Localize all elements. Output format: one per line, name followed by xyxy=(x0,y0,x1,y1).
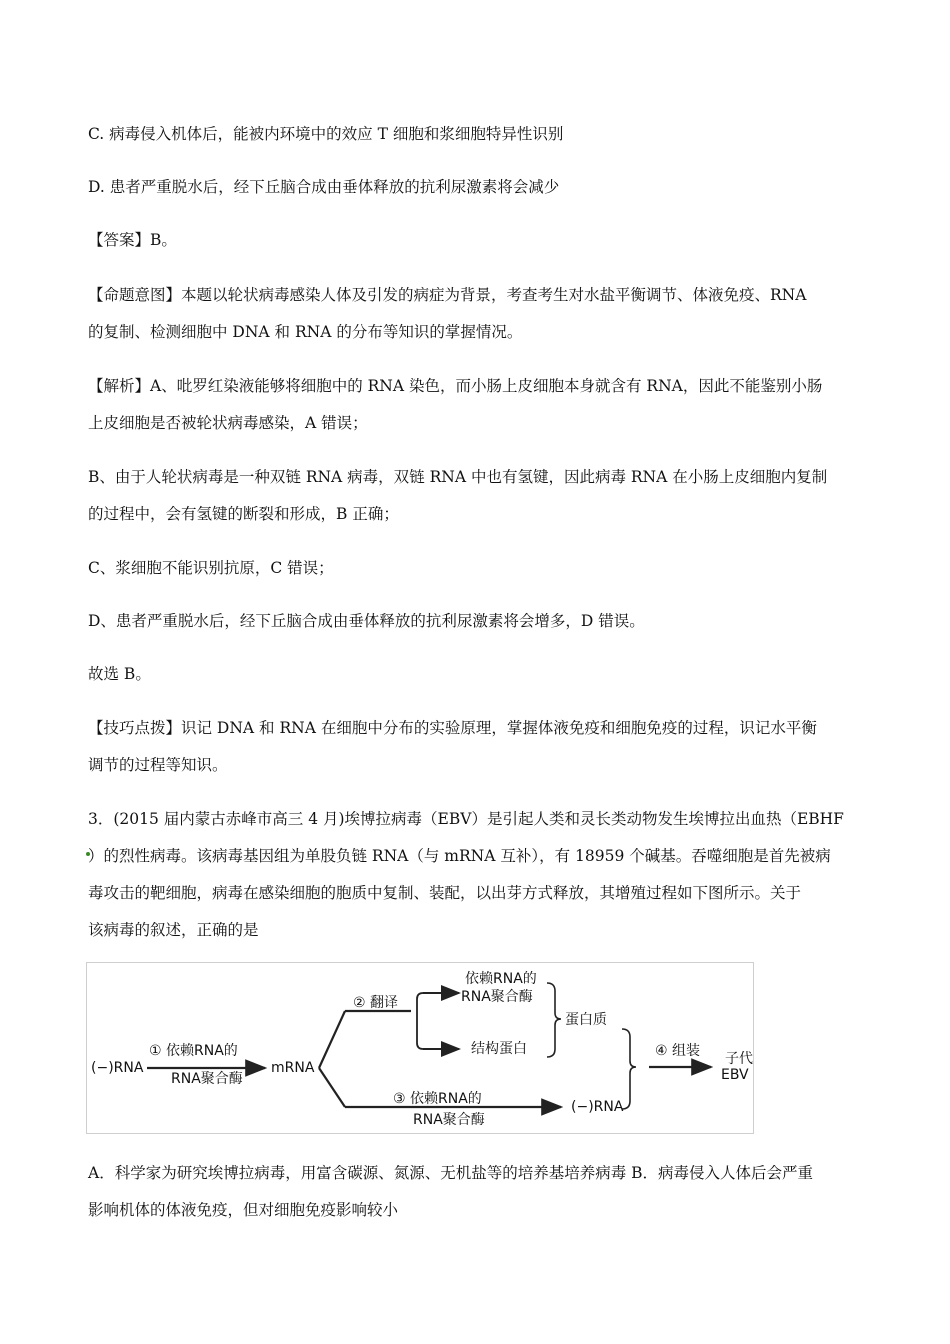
question3-line-2: ）的烈性病毒。该病毒基因组为单股负链 RNA（与 mRNA 互补），有 18959 个碱基。吞噬细胞是首先被病 xyxy=(88,847,831,865)
branch-lower xyxy=(319,1068,345,1107)
mrna-label: mRNA xyxy=(271,1060,315,1076)
neg-rna-left-label: (−)RNA xyxy=(91,1060,144,1076)
virus-replication-diagram xyxy=(86,962,754,1134)
top1-label: 依赖RNA的 xyxy=(465,971,537,987)
split-brace xyxy=(417,993,423,1049)
option-c-line: C. 病毒侵入机体后，能被内环境中的效应 T 细胞和浆细胞特异性识别 xyxy=(88,125,564,143)
option-a-line-1: A．科学家为研究埃博拉病毒，用富含碳源、氮源、无机盐等的培养基培养病毒 B．病毒侵入人体后会严重 xyxy=(88,1164,814,1182)
choose-line: 故选 B。 xyxy=(88,665,151,683)
question3-line-3: 毒攻击的靶细胞，病毒在感染细胞的胞质中复制、装配，以出芽方式释放，其增殖过程如下图所示。关于 xyxy=(88,884,802,902)
step3b-label: RNA聚合酶 xyxy=(413,1112,485,1128)
analysis-line-1: 【解析】A、吡罗红染液能够将细胞中的 RNA 染色，而小肠上皮细胞本身就含有 RNA，因此不能鉴别小肠 xyxy=(88,377,823,395)
ebv-label: EBV xyxy=(721,1067,749,1083)
neg-rna-right-label: (−)RNA xyxy=(571,1099,624,1115)
protein-brace xyxy=(547,983,561,1057)
offspring-label: 子代 xyxy=(725,1051,753,1067)
question3-line-1: 3．(2015 届内蒙古赤峰市高三 4 月)埃博拉病毒（EBV）是引起人类和灵长类动物发生埃博拉出血热（EBHF xyxy=(88,810,844,828)
analysis-b-line-1: B、由于人轮状病毒是一种双链 RNA 病毒，双链 RNA 中也有氢键，因此病毒 RNA 在小肠上皮细胞内复制 xyxy=(88,468,828,486)
step2-label: ② 翻译 xyxy=(353,995,399,1011)
analysis-line-2: 上皮细胞是否被轮状病毒感染，A 错误； xyxy=(88,414,368,432)
question3-line-4: 该病毒的叙述，正确的是 xyxy=(88,921,259,939)
analysis-b-line-2: 的过程中，会有氢键的断裂和形成，B 正确； xyxy=(88,505,399,523)
intent-line-1: 【命题意图】本题以轮状病毒感染人体及引发的病症为背景，考查考生对水盐平衡调节、体液免疫、RNA xyxy=(88,286,807,304)
step1-label: ① 依赖RNA的 xyxy=(149,1043,238,1059)
assembly-brace xyxy=(622,1029,636,1109)
protein-label: 蛋白质 xyxy=(565,1012,607,1028)
tip-line-2: 调节的过程等知识。 xyxy=(88,756,228,774)
option-d-line: D. 患者严重脱水后，经下丘脑合成由垂体释放的抗利尿激素将会减少 xyxy=(88,178,560,196)
branch-upper xyxy=(319,1011,345,1068)
analysis-c-line: C、浆细胞不能识别抗原，C 错误； xyxy=(88,559,334,577)
intent-line-2: 的复制、检测细胞中 DNA 和 RNA 的分布等知识的掌握情况。 xyxy=(88,323,523,341)
step1b-label: RNA聚合酶 xyxy=(171,1071,243,1087)
option-a-line-2: 影响机体的体液免疫，但对细胞免疫影响较小 xyxy=(88,1201,399,1219)
top1b-label: RNA聚合酶 xyxy=(461,989,533,1005)
analysis-d-line: D、患者严重脱水后，经下丘脑合成由垂体释放的抗利尿激素将会增多，D 错误。 xyxy=(88,612,645,630)
tip-line-1: 【技巧点拨】识记 DNA 和 RNA 在细胞中分布的实验原理，掌握体液免疫和细胞免疫的过程，识记水平衡 xyxy=(88,719,817,737)
top2-label: 结构蛋白 xyxy=(471,1041,527,1057)
step4-label: ④ 组装 xyxy=(655,1043,701,1059)
step3-label: ③ 依赖RNA的 xyxy=(393,1091,482,1107)
answer-line: 【答案】B。 xyxy=(88,231,177,249)
